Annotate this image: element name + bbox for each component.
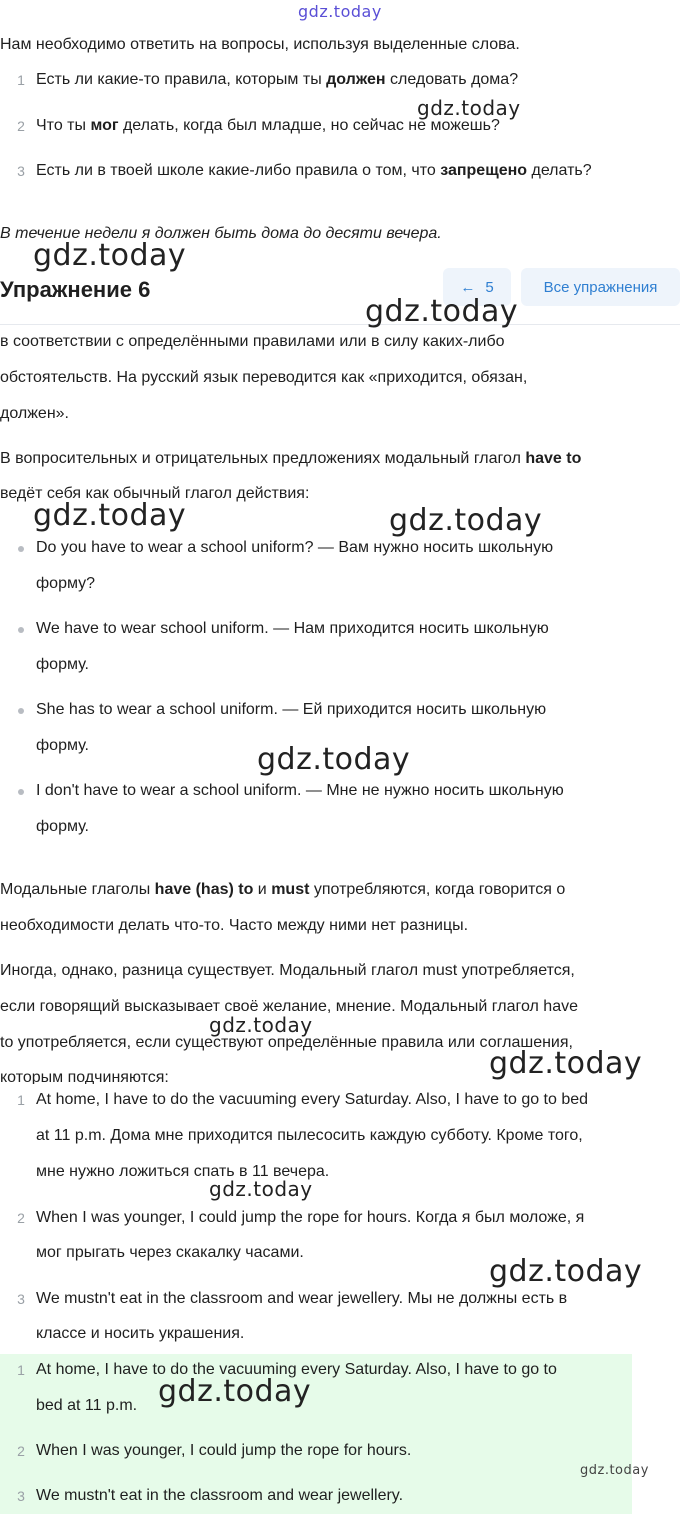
watermark: gdz.today (158, 1374, 312, 1409)
watermark: gdz.today (33, 498, 187, 533)
question-number: 1 (17, 72, 25, 88)
bullet-dot (18, 627, 24, 633)
theory-text: должен». (0, 405, 69, 422)
answer-line: мне нужно ложиться спать в 11 вечера. (36, 1163, 330, 1180)
answer-line: bed at 11 p.m. (36, 1397, 138, 1414)
task-example: В течение недели я должен быть дома до десяти вечера. (0, 225, 442, 242)
question-number: 2 (17, 118, 25, 134)
watermark: gdz.today (417, 96, 521, 120)
list-item: We have to wear school uniform. — Нам приходится носить школьную (36, 620, 549, 637)
theory-text: to употребляется, если существуют определённые правила или соглашения, (0, 1034, 573, 1051)
all-exercises-button[interactable]: Все упражнения (521, 268, 680, 306)
bullet-dot (18, 789, 24, 795)
answer-line: классе и носить украшения. (36, 1325, 245, 1342)
question-item: Есть ли какие-то правила, которым ты должен следовать дома? (36, 71, 519, 88)
theory-text: Модальные глаголы have (has) to и must употребляются, когда говорится о (0, 881, 566, 898)
prev-exercise-label: 5 (485, 278, 494, 296)
theory-text: в соответствии с определёнными правилами или в силу каких-либо (0, 333, 505, 350)
list-item: форму. (36, 656, 89, 673)
watermark: gdz.today (209, 1177, 313, 1201)
answer-number: 1 (17, 1362, 25, 1378)
watermark: gdz.today (489, 1254, 643, 1289)
answer-number: 2 (17, 1210, 25, 1226)
watermark: gdz.today (580, 1463, 649, 1478)
answer-number: 2 (17, 1443, 25, 1459)
arrow-left-icon: ← (460, 278, 476, 296)
bullet-dot (18, 708, 24, 714)
list-item: She has to wear a school uniform. — Ей приходится носить школьную (36, 701, 547, 718)
answer-line: At home, I have to do the vacuuming every Saturday. Also, I have to go to bed (36, 1091, 589, 1108)
watermark: gdz.today (33, 238, 187, 273)
list-item: форму. (36, 737, 89, 754)
answer-line: When I was younger, I could jump the rope for hours. Когда я был моложе, я (36, 1209, 585, 1226)
answer-line: at 11 p.m. Дома мне приходится пылесосить каждую субботу. Кроме того, (36, 1127, 583, 1144)
theory-text: необходимости делать что-то. Часто между ними нет разницы. (0, 917, 469, 934)
answer-line: мог прыгать через скакалку часами. (36, 1244, 304, 1261)
theory-text: Иногда, однако, разница существует. Модальный глагол must употребляется, (0, 962, 575, 979)
question-number: 3 (17, 163, 25, 179)
question-item: Что ты мог делать, когда был младше, но сейчас не можешь? (36, 117, 500, 134)
answer-number: 3 (17, 1291, 25, 1307)
divider (0, 324, 680, 325)
answer-line: At home, I have to do the vacuuming every Saturday. Also, I have to go to (36, 1361, 557, 1378)
watermark: gdz.today (489, 1046, 643, 1081)
theory-text: если говорящий высказывает своё желание, мнение. Модальный глагол have (0, 998, 578, 1015)
list-item: I don't have to wear a school uniform. — Мне не нужно носить школьную (36, 782, 564, 799)
theory-text-clipped: которым подчиняются: (0, 1069, 169, 1084)
theory-text: ведёт себя как обычный глагол действия: (0, 485, 310, 502)
theory-text: обстоятельств. На русский язык переводится как «приходится, обязан, (0, 369, 528, 386)
list-item: Do you have to wear a school uniform? — Вам нужно носить школьную (36, 539, 554, 556)
question-item: Есть ли в твоей школе какие-либо правила о том, что запрещено делать? (36, 162, 592, 179)
watermark: gdz.today (389, 503, 543, 538)
theory-text: В вопросительных и отрицательных предложениях модальный глагол have to (0, 450, 582, 467)
list-item: форму. (36, 818, 89, 835)
watermark: gdz.today (365, 294, 519, 329)
bullet-dot (18, 546, 24, 552)
task-instruction: Нам необходимо ответить на вопросы, используя выделенные слова. (0, 36, 520, 53)
watermark: gdz.today (257, 742, 411, 777)
page-title: Упражнение 6 (0, 277, 151, 302)
answer-line: We mustn't eat in the classroom and wear jewellery. (36, 1487, 404, 1504)
answer-line: We mustn't eat in the classroom and wear jewellery. Мы не должны есть в (36, 1290, 568, 1307)
watermark: gdz.today (209, 1013, 313, 1037)
answer-line: When I was younger, I could jump the rope for hours. (36, 1442, 412, 1459)
answer-number: 1 (17, 1092, 25, 1108)
answer-number: 3 (17, 1488, 25, 1504)
list-item: форму? (36, 575, 96, 592)
watermark-top: gdz.today (298, 2, 382, 21)
